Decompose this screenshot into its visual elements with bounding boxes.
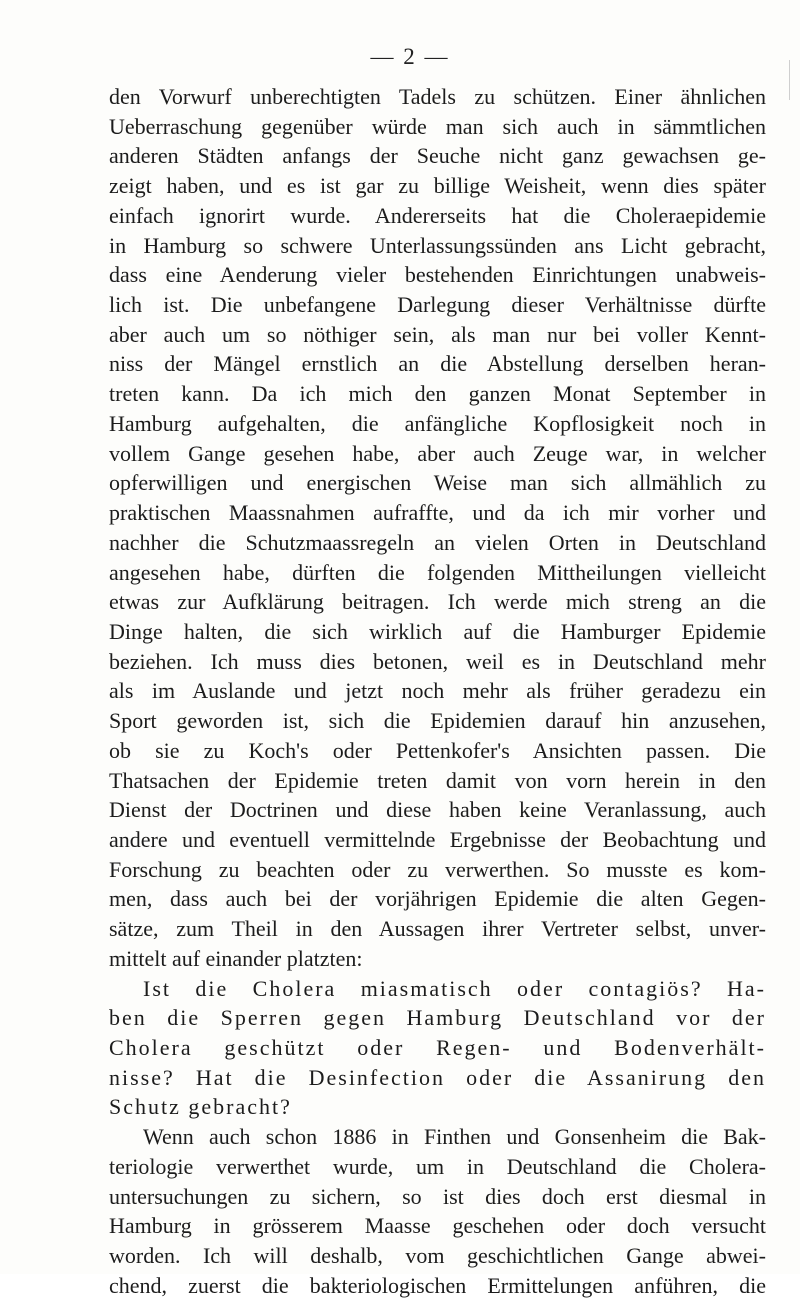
text-line: dass eine Aenderung vieler bestehenden Einrichtungen unabweis- <box>109 262 766 288</box>
text-line: Forschung zu beachten oder zu verwerthen. So musste es kom- <box>109 856 766 882</box>
text-line: beziehen. Ich muss dies betonen, weil es in Deutschland mehr <box>109 648 766 674</box>
text-line: ob sie zu Koch's oder Pettenkofer's Ansichten passen. Die <box>109 737 766 763</box>
spaced-text-line: Ist die Cholera miasmatisch oder contagiös? Ha- <box>143 975 766 1001</box>
spaced-text-line: nisse? Hat die Desinfection oder die Assanirung den <box>109 1064 766 1090</box>
text-line: Hamburg in grösserem Maasse geschehen oder doch versucht <box>109 1213 766 1239</box>
text-line: untersuchungen zu sichern, so ist dies doch erst diesmal in <box>109 1183 766 1209</box>
text-line: teriologie verwerthet wurde, um in Deutschland die Cholera- <box>109 1153 766 1179</box>
text-line: Wenn auch schon 1886 in Finthen und Gonsenheim die Bak- <box>143 1124 766 1150</box>
text-line: Thatsachen der Epidemie treten damit von vorn herein in den <box>109 767 766 793</box>
text-line: mittelt auf einander platzten: <box>109 945 363 971</box>
text-line: Sport geworden ist, sich die Epidemien darauf hin anzusehen, <box>109 708 766 734</box>
text-line: einfach ignorirt wurde. Andererseits hat die Choleraepidemie <box>109 202 766 228</box>
text-line: sätze, zum Theil in den Aussagen ihrer Vertreter selbst, unver- <box>109 916 766 942</box>
text-line: chend, zuerst die bakteriologischen Ermittelungen anführen, die <box>109 1272 766 1298</box>
text-line: andere und eventuell vermittelnde Ergebnisse der Beobachtung und <box>109 826 766 852</box>
text-line: praktischen Maassnahmen aufraffte, und da ich mir vorher und <box>109 500 766 526</box>
text-line: angesehen habe, dürften die folgenden Mittheilungen vielleicht <box>109 559 766 585</box>
text-line: nachher die Schutzmaassregeln an vielen Orten in Deutschland <box>109 529 766 555</box>
text-line: lich ist. Die unbefangene Darlegung dieser Verhältnisse dürfte <box>109 292 766 318</box>
text-line: aber auch um so nöthiger sein, als man nur bei voller Kennt- <box>109 321 766 347</box>
text-line: als im Auslande und jetzt noch mehr als früher geradezu ein <box>109 678 766 704</box>
text-line: Dienst der Doctrinen und diese haben keine Veranlassung, auch <box>109 797 766 823</box>
text-line: zeigt haben, und es ist gar zu billige Weisheit, wenn dies später <box>109 173 766 199</box>
spaced-text-line: ben die Sperren gegen Hamburg Deutschland vor der <box>109 1005 766 1031</box>
page-number: — 2 — <box>370 44 450 69</box>
text-line: opferwilligen und energischen Weise man sich allmählich zu <box>109 470 766 496</box>
spaced-text-line: Schutz gebracht? <box>109 1094 292 1120</box>
text-line: Ueberraschung gegenüber würde man sich auch in sämmtlichen <box>109 113 766 139</box>
spaced-text-line: Cholera geschützt oder Regen- und Bodenverhält- <box>109 1035 766 1060</box>
text-line: worden. Ich will deshalb, vom geschichtlichen Gange abwei- <box>109 1243 766 1269</box>
body-text <box>109 82 766 1300</box>
text-line: men, dass auch bei der vorjährigen Epidemie die alten Gegen- <box>109 886 766 912</box>
text-line: treten kann. Da ich mich den ganzen Monat September in <box>109 381 766 407</box>
text-line: etwas zur Aufklärung beitragen. Ich werde mich streng an die <box>109 589 766 615</box>
text-line: Hamburg aufgehalten, die anfängliche Kopflosigkeit noch in <box>109 410 766 436</box>
text-line: den Vorwurf unberechtigten Tadels zu schützen. Einer ähnlichen <box>109 84 766 109</box>
text-line: in Hamburg so schwere Unterlassungssünden ans Licht gebracht, <box>109 232 766 258</box>
text-line: vollem Gange gesehen habe, aber auch Zeuge war, in welcher <box>109 440 766 466</box>
text-line: Dinge halten, die sich wirklich auf die Hamburger Epidemie <box>109 618 766 644</box>
text-line: anderen Städten anfangs der Seuche nicht ganz gewachsen ge- <box>109 143 766 169</box>
text-line: niss der Mängel ernstlich an die Abstellung derselben heran- <box>109 351 766 377</box>
